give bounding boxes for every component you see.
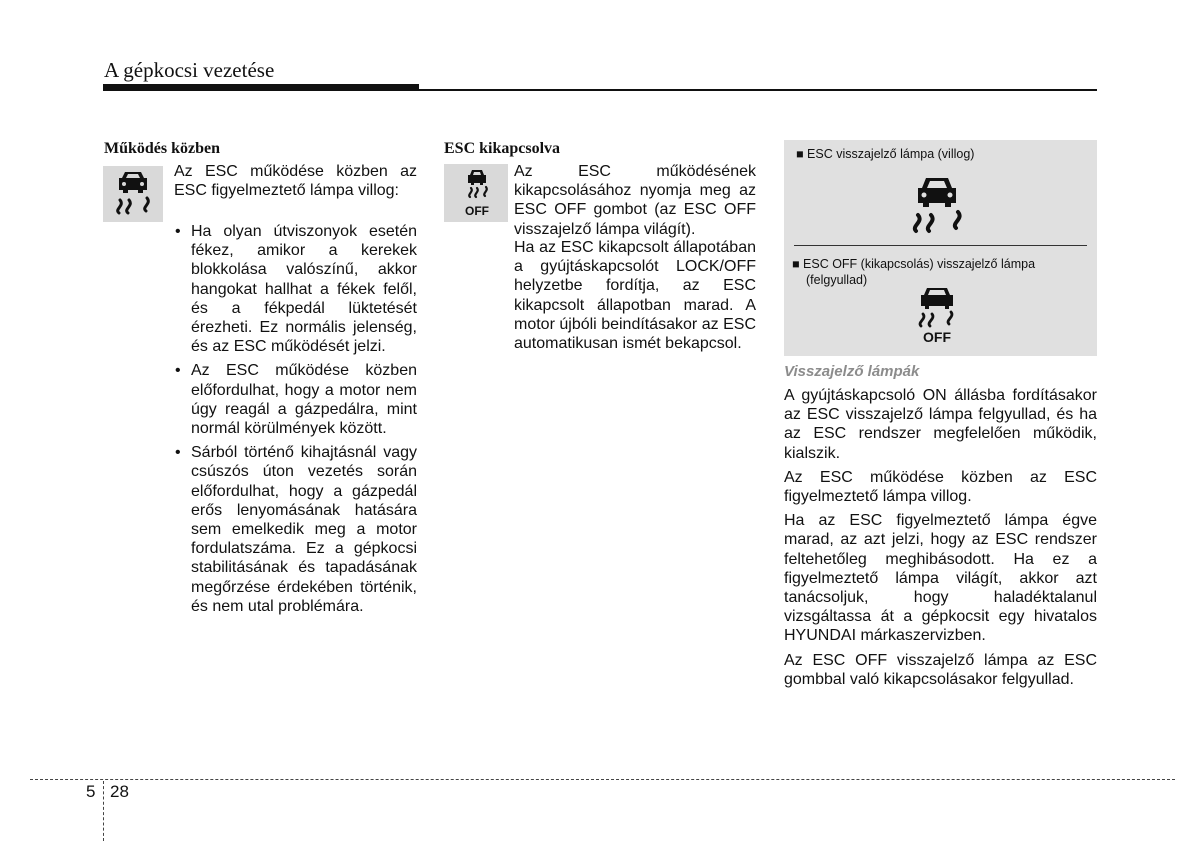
indicator-text [784, 386, 1097, 689]
esc-off-icon-label: OFF [465, 204, 489, 218]
page-header-title: A gépkocsi vezetése [104, 58, 275, 82]
list-item: • Sárból történő kihajtásnál vagy csúszós úton vezetés során előfordulhat, hogy a gázpedál erős lenyomásának hatására sem emelkedik meg a motor fordulatszáma. Ez a gépkocsi stabilitásának és tapadásának megőrzése érdekében történik, és nem utal problémára. [174, 443, 417, 616]
paragraph: Az ESC OFF visszajelző lámpa az ESC gombbal való kikapcsolásakor felgyullad. [784, 651, 1097, 688]
esc-indicator-icon [902, 172, 972, 234]
esc-off-paragraph-2: Ha az ESC kikapcsolt állapotában a gyújtáskapcsolót LOCK/OFF helyzetbe fordítja, az ESC kikapcsolt állapotban marad. A motor újbóli beindításakor az ESC automatikusan ismét bekapcsol. [514, 239, 756, 353]
section-heading-esc-off: ESC kikapcsolva [444, 140, 561, 157]
esc-off-icon [444, 164, 508, 222]
esc-off-indicator-icon [912, 282, 962, 346]
page-number: 28 [110, 782, 129, 801]
operation-intro: Az ESC működése közben az ESC figyelmeztető lámpa villog: [174, 163, 417, 200]
esc-off-paragraph-1: Az ESC működésének kikapcsolásához nyomja meg az ESC OFF gombot (az ESC OFF visszajelző lámpa világít). [514, 163, 756, 238]
panel-caption-esc-off-state: (felgyullad) [806, 273, 868, 287]
paragraph: Ha az ESC figyelmeztető lámpa égve marad, az azt jelzi, hogy az ESC rendszer feltehetőleg meghibásodott. Ha ez a figyelmeztető lámpa világít, akkor azt tanácsoljuk, hogy haladéktalanul vizsgáltassa át a gépkocsit egy hivatalos HYUNDAI márkaszervizben. [784, 512, 1097, 645]
figure-caption: Visszajelző lámpák [784, 363, 920, 380]
operation-bullet-list [174, 222, 417, 621]
esc-off-indicator-label: OFF [923, 329, 951, 345]
footer-dashed-divider [103, 781, 104, 841]
panel-divider [794, 245, 1087, 246]
chapter-number: 5 [86, 782, 96, 801]
header-rule-thin [419, 89, 1097, 91]
paragraph: A gyújtáskapcsoló ON állásba fordításakor az ESC visszajelző lámpa felgyullad, és ha az ESC rendszer megfelelően működik, kialszik. [784, 387, 1097, 462]
indicator-lamp-panel [784, 140, 1097, 356]
esc-skid-icon [103, 166, 163, 222]
section-heading-operation: Működés közben [104, 140, 221, 157]
panel-caption-esc: ■ ESC visszajelző lámpa (villog) [796, 147, 975, 161]
paragraph: Az ESC működése közben az ESC figyelmeztető lámpa villog. [784, 468, 1097, 506]
list-item: • Az ESC működése közben előfordulhat, hogy a motor nem úgy reagál a gázpedálra, mint normál körülmények között. [174, 361, 417, 438]
list-item: • Ha olyan útviszonyok esetén fékez, amikor a kerekek blokkolása valószínű, akkor hangokat hallhat a fékek felől, és a fékpedál lüktetését érezheti. Ez normális jelenség, és az ESC működését jelzi. [174, 222, 417, 356]
panel-caption-esc-off: ■ ESC OFF (kikapcsolás) visszajelző lámpa [792, 257, 1036, 271]
header-rule-thick [103, 84, 419, 91]
footer-dashed-rule [30, 779, 1175, 780]
